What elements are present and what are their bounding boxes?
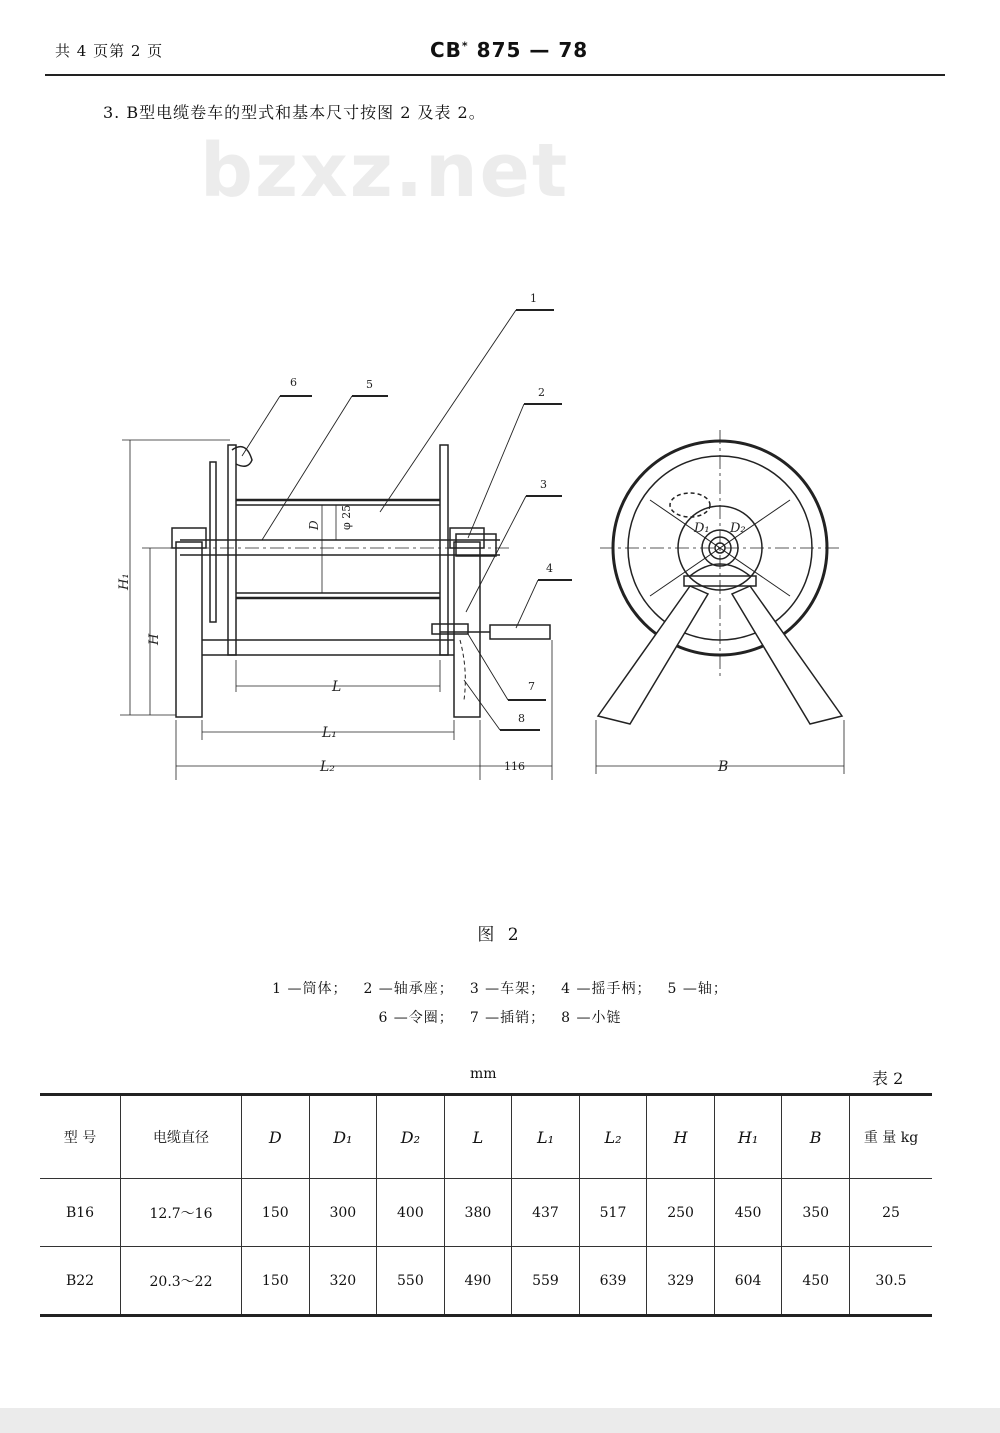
cell-D1: 300 bbox=[309, 1179, 377, 1247]
table-unit: mm bbox=[470, 1066, 497, 1082]
cell-weight: 30.5 bbox=[850, 1247, 933, 1316]
spec-table bbox=[40, 1093, 932, 1317]
legend-item: 5 —轴； bbox=[667, 981, 728, 997]
legend-item: 3 —车架； bbox=[469, 981, 546, 997]
cell-H1: 604 bbox=[714, 1247, 782, 1316]
cell-L1: 437 bbox=[512, 1179, 580, 1247]
part-number-6: 6 bbox=[290, 376, 297, 389]
dim-L2: L₂ bbox=[320, 759, 335, 775]
col-header-L2: L₂ bbox=[579, 1095, 647, 1179]
legend-item: 8 —小链 bbox=[561, 1010, 622, 1026]
dim-L: L bbox=[332, 679, 342, 695]
legend-item: 7 —插销； bbox=[469, 1010, 546, 1026]
part-number-2: 2 bbox=[538, 386, 545, 399]
cell-model: B22 bbox=[40, 1247, 121, 1316]
dim-B: B bbox=[718, 759, 729, 775]
col-header-D1: D₁ bbox=[309, 1095, 377, 1179]
cell-L1: 559 bbox=[512, 1247, 580, 1316]
parts-legend-line-1 bbox=[0, 978, 1000, 998]
dim-phi25: φ 25 bbox=[340, 504, 353, 530]
col-header-H1: H₁ bbox=[714, 1095, 782, 1179]
cell-cable-diameter: 20.3～22 bbox=[121, 1247, 242, 1316]
cell-L: 490 bbox=[444, 1247, 512, 1316]
cell-B: 450 bbox=[782, 1247, 850, 1316]
cell-D2: 550 bbox=[377, 1247, 445, 1316]
cell-cable-diameter: 12.7～16 bbox=[121, 1179, 242, 1247]
cell-H: 329 bbox=[647, 1247, 715, 1316]
right-frame-post bbox=[454, 542, 480, 717]
figure-2-drawing bbox=[0, 280, 1000, 800]
dim-116: 116 bbox=[504, 760, 525, 773]
table-row bbox=[40, 1247, 932, 1316]
dim-D2: D₂ bbox=[730, 521, 746, 536]
col-header-D: D bbox=[242, 1095, 310, 1179]
left-flange bbox=[228, 445, 236, 655]
front-view bbox=[596, 430, 844, 775]
table-header-row bbox=[40, 1095, 932, 1179]
col-header-B: B bbox=[782, 1095, 850, 1179]
cell-weight: 25 bbox=[850, 1179, 933, 1247]
col-header-L1: L₁ bbox=[512, 1095, 580, 1179]
part-number-4: 4 bbox=[546, 562, 553, 575]
cell-H1: 450 bbox=[714, 1179, 782, 1247]
cell-D: 150 bbox=[242, 1247, 310, 1316]
figure-caption: 图 2 bbox=[477, 925, 523, 945]
parts-legend-line-2 bbox=[0, 1007, 1000, 1027]
dim-D-side: D bbox=[307, 520, 321, 530]
table-row bbox=[40, 1179, 932, 1247]
col-header-weight: 重 量 kg bbox=[850, 1095, 933, 1179]
cell-L: 380 bbox=[444, 1179, 512, 1247]
col-header-D2: D₂ bbox=[377, 1095, 445, 1179]
page-count: 共 4 页第 2 页 bbox=[55, 42, 164, 60]
left-frame-post bbox=[176, 542, 202, 717]
cell-L2: 639 bbox=[579, 1247, 647, 1316]
part-number-8: 8 bbox=[518, 712, 525, 725]
cell-D2: 400 bbox=[377, 1179, 445, 1247]
part-number-7: 7 bbox=[528, 680, 535, 693]
table-number: 表 2 bbox=[872, 1069, 904, 1088]
part-number-1: 1 bbox=[530, 292, 537, 305]
dim-L1: L₁ bbox=[322, 725, 337, 741]
dim-H: H bbox=[147, 633, 162, 645]
header-rule bbox=[45, 74, 945, 76]
legend-item: 2 —轴承座； bbox=[363, 981, 454, 997]
intro-paragraph: 3. B型电缆卷车的型式和基本尺寸按图 2 及表 2。 bbox=[103, 103, 486, 122]
col-header-H: H bbox=[647, 1095, 715, 1179]
dim-H1: H₁ bbox=[117, 573, 132, 590]
legend-item: 1 —筒体； bbox=[272, 981, 348, 997]
legend-item: 4 —摇手柄； bbox=[561, 981, 652, 997]
part-number-5: 5 bbox=[366, 378, 373, 391]
standard-number: CB* 875 — 78 bbox=[430, 38, 589, 62]
bottom-band bbox=[0, 1408, 1000, 1433]
legend-item: 6 —令圈； bbox=[378, 1010, 454, 1026]
side-view bbox=[117, 292, 572, 780]
col-header-cable-diameter: 电缆直径 bbox=[121, 1095, 242, 1179]
cell-H: 250 bbox=[647, 1179, 715, 1247]
cell-D1: 320 bbox=[309, 1247, 377, 1316]
cell-model: B16 bbox=[40, 1179, 121, 1247]
part-number-3: 3 bbox=[540, 478, 547, 491]
cell-B: 350 bbox=[782, 1179, 850, 1247]
dim-D1: D₁ bbox=[694, 521, 710, 536]
col-header-model: 型 号 bbox=[40, 1095, 121, 1179]
col-header-L: L bbox=[444, 1095, 512, 1179]
watermark: bzxz.net bbox=[200, 128, 570, 214]
cell-L2: 517 bbox=[579, 1179, 647, 1247]
cell-D: 150 bbox=[242, 1179, 310, 1247]
